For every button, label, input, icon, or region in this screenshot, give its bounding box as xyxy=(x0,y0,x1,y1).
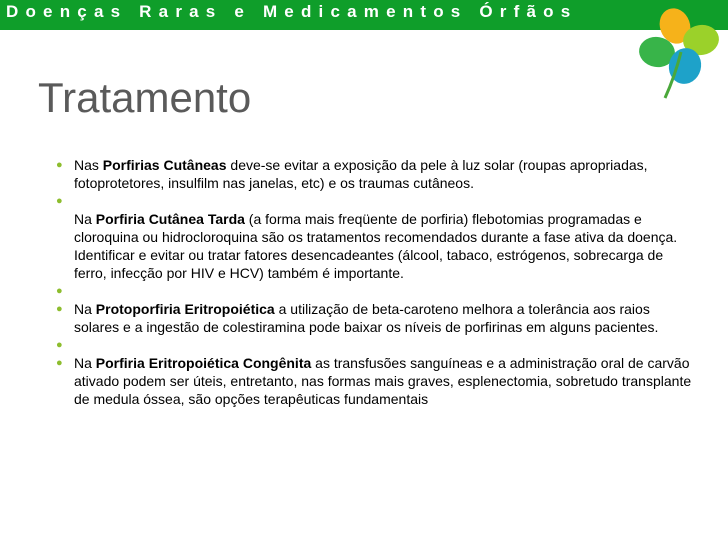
bullet-list xyxy=(56,156,696,408)
bullet-dot-icon: ● xyxy=(56,285,63,297)
bullet-dot-icon: ● xyxy=(56,195,63,207)
bullet-item-empty xyxy=(56,192,696,210)
bullet-text-post: as transfusões sanguíneas e a administração oral de carvão ativado podem ser úteis, entretanto, nas formas mais graves, esplenectomia, sobretudo transplante de medula óssea, são opções terapêuticas fundamentais xyxy=(74,355,692,407)
bullet-text-bold: Porfiria Eritropoiética Congênita xyxy=(95,355,312,371)
bullet-text-pre: Nas xyxy=(74,157,103,173)
bullet-item xyxy=(56,156,696,192)
bullet-text-pre: Na xyxy=(74,355,96,371)
bullet-text-post: deve-se evitar a exposição da pele à luz solar (roupas apropriadas, fotoprotetores, insulfilm nas janelas, etc) e os traumas cutâneos. xyxy=(74,157,648,191)
bullet-dot-icon: ● xyxy=(56,357,63,369)
bullet-dot-icon: ● xyxy=(56,303,63,315)
header-bar xyxy=(0,0,728,30)
four-leaf-clover-icon xyxy=(635,6,727,104)
bullet-item xyxy=(56,300,696,336)
bullet-text-bold: Porfiria Cutânea Tarda xyxy=(95,211,245,227)
bullet-text-pre: Na xyxy=(74,301,96,317)
bullet-item xyxy=(56,210,696,282)
bullet-dot-icon: ● xyxy=(56,339,63,351)
bullet-item xyxy=(56,354,696,408)
bullet-item-empty xyxy=(56,282,696,300)
bullet-text-post: (a forma mais freqüente de porfiria) flebotomias programadas e cloroquina ou hidrocloroquina são os tratamentos recomendados durante a fase ativa da doença. Identificar e evitar ou tratar fatores desencadeantes (álcool, tabaco, estrógenos, sobrecarga de ferro, infecção por HIV e HCV) também é importante. xyxy=(74,211,678,281)
bullet-text-pre: Na xyxy=(74,211,96,227)
bullet-text-post: a utilização de beta-caroteno melhora a tolerância aos raios solares e a ingestão de colestiramina pode baixar os níveis de porfirinas em alguns pacientes. xyxy=(74,301,659,335)
bullet-item-empty xyxy=(56,336,696,354)
slide-title: Tratamento xyxy=(38,74,252,121)
bullet-text-bold: Protoporfiria Eritropoiética xyxy=(95,301,275,317)
bullet-text-bold: Porfirias Cutâneas xyxy=(102,157,227,173)
bullet-dot-icon: ● xyxy=(56,159,63,171)
presentation-title: Doenças Raras e Medicamentos Órfãos xyxy=(6,2,578,21)
